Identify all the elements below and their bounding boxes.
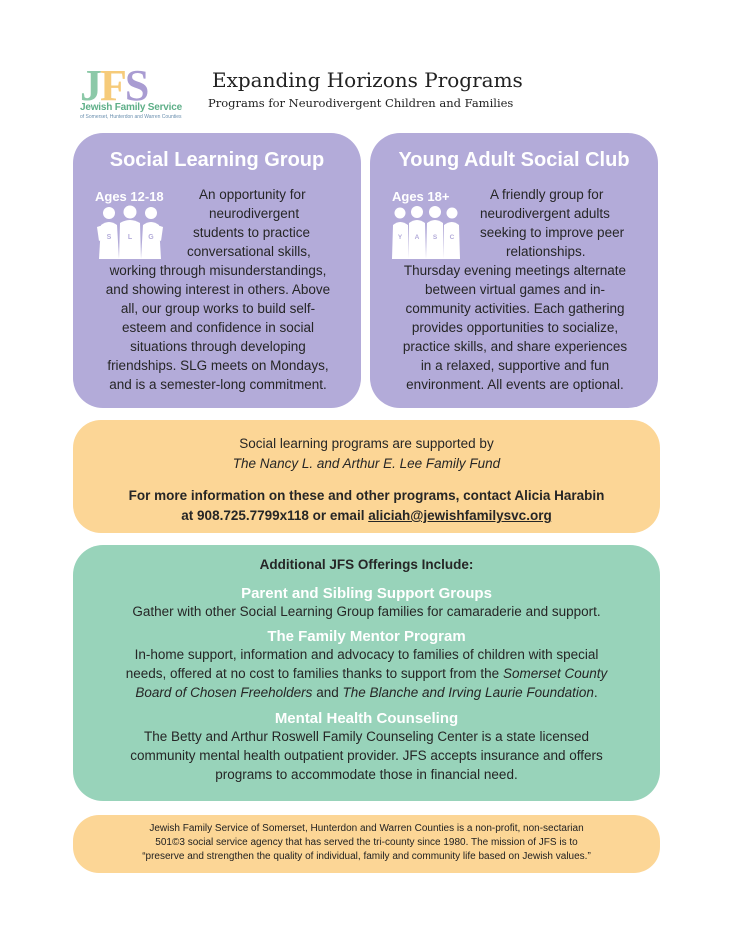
funding-intro: Social learning programs are supported by	[239, 436, 494, 451]
slg-line: conversational skills,	[187, 244, 311, 259]
yasc-line: A friendly group for	[490, 187, 604, 202]
slg-icon-letter: L	[127, 234, 133, 241]
mentor-text: needs, offered at no cost to families thanks to support from the	[125, 666, 503, 681]
funding-source: The Nancy L. and Arthur E. Lee Family Fund	[232, 456, 501, 471]
slg-icon-letter: G	[148, 234, 154, 241]
contact-line: For more information on these and other programs, contact Alicia Harabin	[128, 488, 605, 503]
yasc-line: provides opportunities to socialize,	[411, 320, 619, 335]
slg-line: and showing interest in others. Above	[105, 282, 331, 297]
slg-line: working through misunderstandings,	[109, 263, 327, 278]
slg-line: neurodivergent	[209, 206, 300, 221]
yasc-line: community activities. Each gathering	[405, 301, 625, 316]
yasc-title: Young Adult Social Club	[398, 149, 630, 171]
slg-line: and is a semester-long commitment.	[109, 377, 327, 392]
yasc-icon-letter: A	[414, 234, 420, 241]
page-title: Expanding Horizons Programs	[212, 68, 523, 92]
mental-health-title: Mental Health Counseling	[274, 710, 459, 727]
yasc-line: neurodivergent adults	[480, 206, 610, 221]
logo-org-subtitle: of Somerset, Hunterdon and Warren Counties	[80, 114, 182, 120]
slg-line: esteem and confidence in social	[121, 320, 315, 335]
mental-health-line: The Betty and Arthur Roswell Family Counseling Center is a state licensed	[144, 729, 589, 744]
parent-sibling-title: Parent and Sibling Support Groups	[241, 585, 492, 602]
parent-sibling-body: Gather with other Social Learning Group families for camaraderie and support.	[132, 604, 601, 619]
yasc-icon-letter: S	[432, 234, 438, 241]
group-people-icon	[390, 205, 462, 259]
logo-org-name: Jewish Family Service	[80, 102, 182, 113]
logo-letters	[80, 61, 148, 110]
contact-email-link[interactable]: aliciah@jewishfamilysvc.org	[368, 508, 552, 523]
yasc-ages-label: Ages 18+	[392, 189, 450, 204]
funding-contact-box	[73, 420, 660, 533]
slg-line: situations through developing	[130, 339, 306, 354]
yasc-line: Thursday evening meetings alternate	[403, 263, 627, 278]
contact-phone-text: at 908.725.7799x118 or email	[181, 508, 369, 523]
yasc-line: between virtual games and in-	[424, 282, 606, 297]
group-people-icon	[97, 205, 163, 259]
slg-line: students to practice	[193, 225, 311, 240]
slg-title: Social Learning Group	[109, 149, 325, 171]
logo-letter-j: J	[80, 61, 100, 110]
offerings-heading: Additional JFS Offerings Include:	[259, 557, 474, 572]
yasc-icon-letter: Y	[397, 234, 403, 241]
mentor-text: and	[312, 685, 343, 700]
yasc-line: environment. All events are optional.	[406, 377, 624, 392]
yasc-line: relationships.	[506, 244, 586, 259]
yasc-line: in a relaxed, supportive and fun	[420, 358, 610, 373]
page-subtitle: Programs for Neurodivergent Children and Families	[208, 96, 514, 110]
jfs-logo	[80, 61, 182, 122]
footer-line: “preserve and strengthen the quality of individual, family and community life based on Jewish values.”	[142, 851, 591, 862]
yasc-line: practice skills, and share experiences	[402, 339, 628, 354]
mission-footer	[73, 815, 660, 873]
mentor-text: .	[593, 685, 598, 700]
mentor-funder: Board of Chosen Freeholders	[135, 685, 313, 700]
family-mentor-line: In-home support, information and advocacy to families of children with special	[134, 647, 599, 662]
slg-icon-letter: S	[106, 234, 112, 241]
logo-letter-f: F	[100, 61, 125, 110]
mental-health-line: community mental health outpatient provider. JFS accepts insurance and offers	[130, 748, 603, 763]
slg-line: all, our group works to build self-	[120, 301, 316, 316]
slg-line: friendships. SLG meets on Mondays,	[107, 358, 329, 373]
contact-details	[73, 508, 660, 523]
family-mentor-line	[73, 666, 660, 681]
family-mentor-title: The Family Mentor Program	[267, 628, 466, 645]
social-learning-group-card	[73, 133, 361, 408]
mentor-funder: The Blanche and Irving Laurie Foundation	[342, 685, 594, 700]
footer-line: Jewish Family Service of Somerset, Hunterdon and Warren Counties is a non-profit, non-sectarian	[149, 823, 584, 834]
logo-letter-s: S	[124, 61, 148, 110]
yasc-icon-letter: C	[449, 234, 455, 241]
mental-health-line: programs to accommodate those in financial need.	[215, 767, 518, 782]
slg-ages-label: Ages 12-18	[95, 189, 164, 204]
yasc-line: seeking to improve peer	[480, 225, 625, 240]
additional-offerings-box	[73, 545, 660, 801]
slg-line: An opportunity for	[199, 187, 306, 202]
mentor-funder: Somerset County	[502, 666, 608, 681]
footer-line: 501©3 social service agency that has served the tri-county since 1980. The mission of JFS is to	[155, 837, 578, 848]
family-mentor-line	[73, 685, 660, 700]
young-adult-social-club-card	[370, 133, 658, 408]
